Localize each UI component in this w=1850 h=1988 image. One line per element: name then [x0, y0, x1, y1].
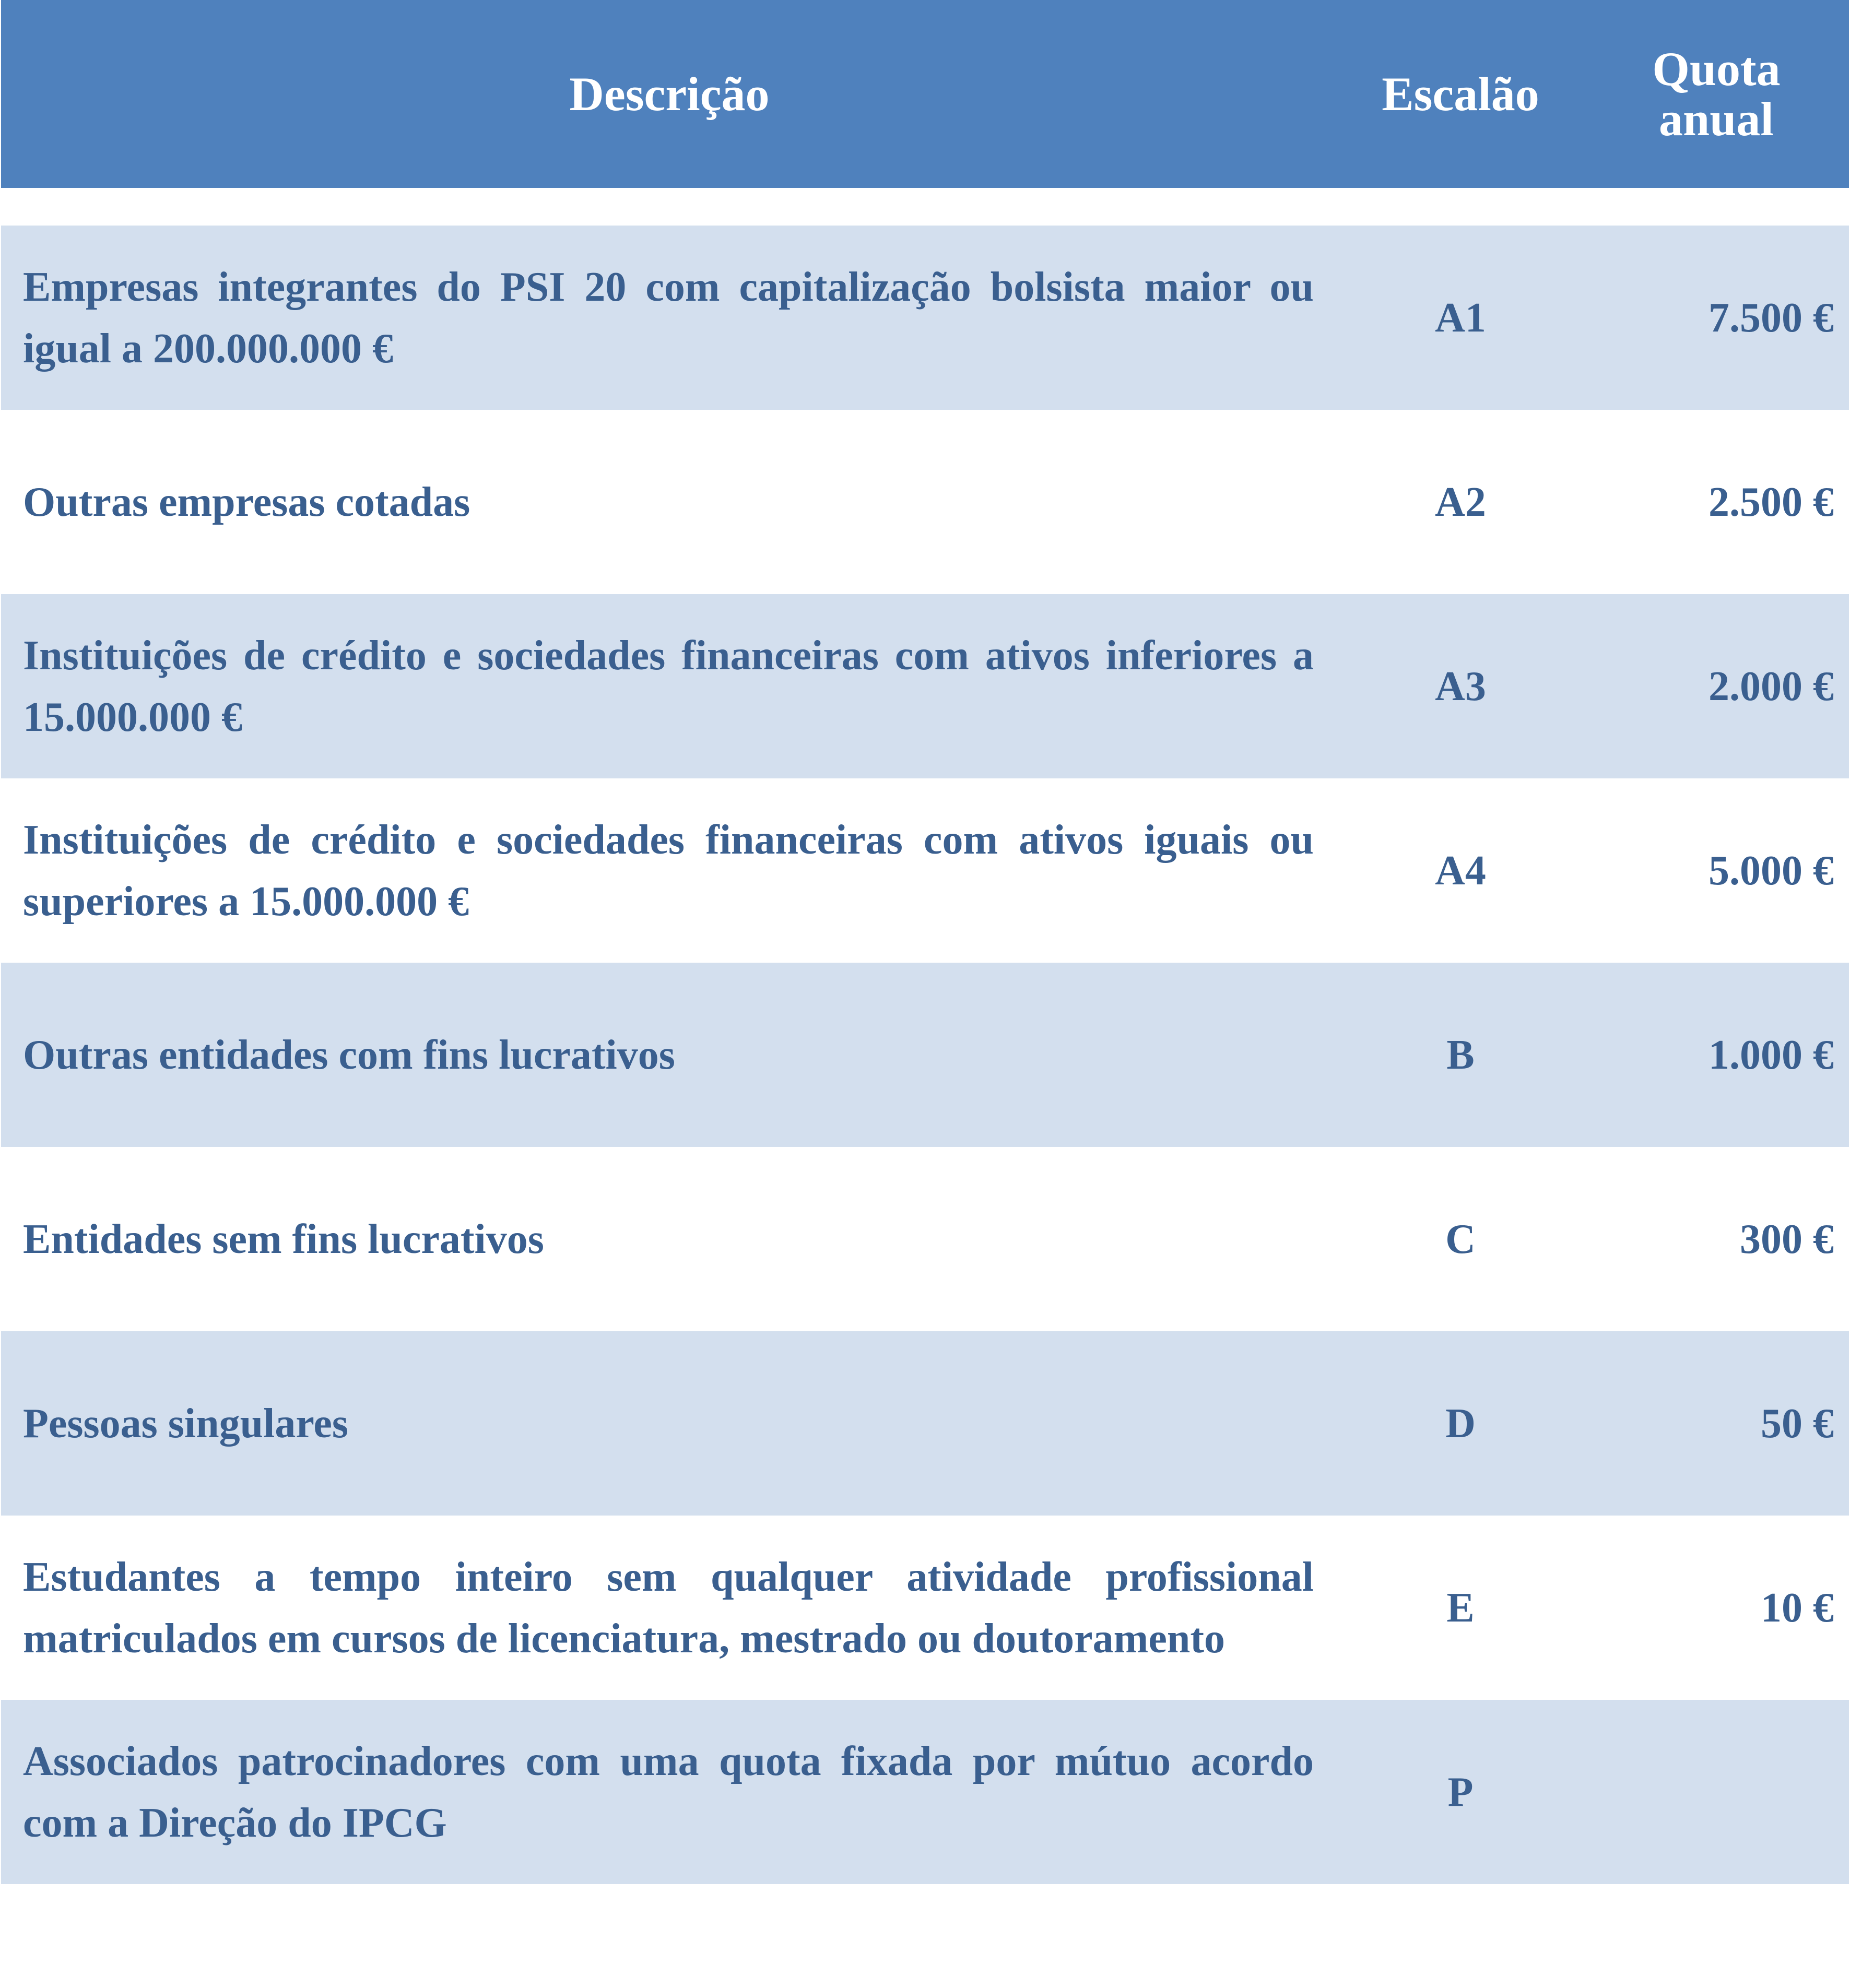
row-quota	[1588, 1700, 1834, 1884]
row-quota: 5.000 €	[1708, 847, 1834, 894]
row-description: Empresas integrantes do PSI 20 com capitalização bolsista maior ou igual a 200.000.000 €	[23, 264, 1314, 372]
row-description: Outras empresas cotadas	[23, 479, 470, 525]
row-escalao: E	[1446, 1584, 1475, 1631]
table-row	[1, 778, 1849, 963]
row-description: Instituições de crédito e sociedades financeiras com ativos inferiores a 15.000.000 €	[23, 632, 1314, 740]
header-description: Descrição	[569, 67, 770, 121]
row-escalao: A4	[1435, 847, 1486, 894]
row-quota: 10 €	[1761, 1584, 1834, 1631]
table-row	[1, 1331, 1849, 1516]
row-escalao: B	[1446, 1032, 1475, 1078]
header-quota	[1594, 0, 1839, 188]
table-row	[1, 594, 1849, 778]
table-row	[1, 1516, 1849, 1700]
header-quota-line2: anual	[1659, 92, 1774, 146]
row-escalao: A3	[1435, 663, 1486, 709]
table-row	[1, 963, 1849, 1147]
row-escalao: P	[1447, 1769, 1474, 1815]
row-quota: 7.500 €	[1708, 294, 1834, 341]
row-escalao: A1	[1435, 294, 1486, 341]
row-description: Instituições de crédito e sociedades financeiras com ativos iguais ou superiores a 15.000.000 €	[23, 816, 1314, 925]
table-header	[1, 0, 1849, 188]
row-quota: 50 €	[1761, 1400, 1834, 1447]
table-row	[1, 1700, 1849, 1884]
row-escalao: A2	[1435, 479, 1486, 525]
row-escalao: C	[1445, 1216, 1476, 1262]
table-row	[1, 410, 1849, 594]
header-quota-line1: Quota	[1652, 42, 1781, 96]
row-quota: 2.500 €	[1708, 479, 1834, 525]
row-description: Pessoas singulares	[23, 1400, 349, 1447]
row-description: Entidades sem fins lucrativos	[23, 1216, 544, 1262]
row-quota: 300 €	[1740, 1216, 1834, 1262]
row-description: Estudantes a tempo inteiro sem qualquer atividade profissional matriculados em cursos de licenciatura, mestrado ou doutoramento	[23, 1554, 1314, 1662]
table-row	[1, 1147, 1849, 1331]
row-description: Associados patrocinadores com uma quota fixada por mútuo acordo com a Direção do IPCG	[23, 1738, 1314, 1846]
row-quota: 2.000 €	[1708, 663, 1834, 709]
header-escalao: Escalão	[1382, 67, 1539, 121]
row-escalao: D	[1445, 1400, 1476, 1447]
table-row	[1, 226, 1849, 410]
row-description: Outras entidades com fins lucrativos	[23, 1032, 675, 1078]
row-quota: 1.000 €	[1708, 1032, 1834, 1078]
